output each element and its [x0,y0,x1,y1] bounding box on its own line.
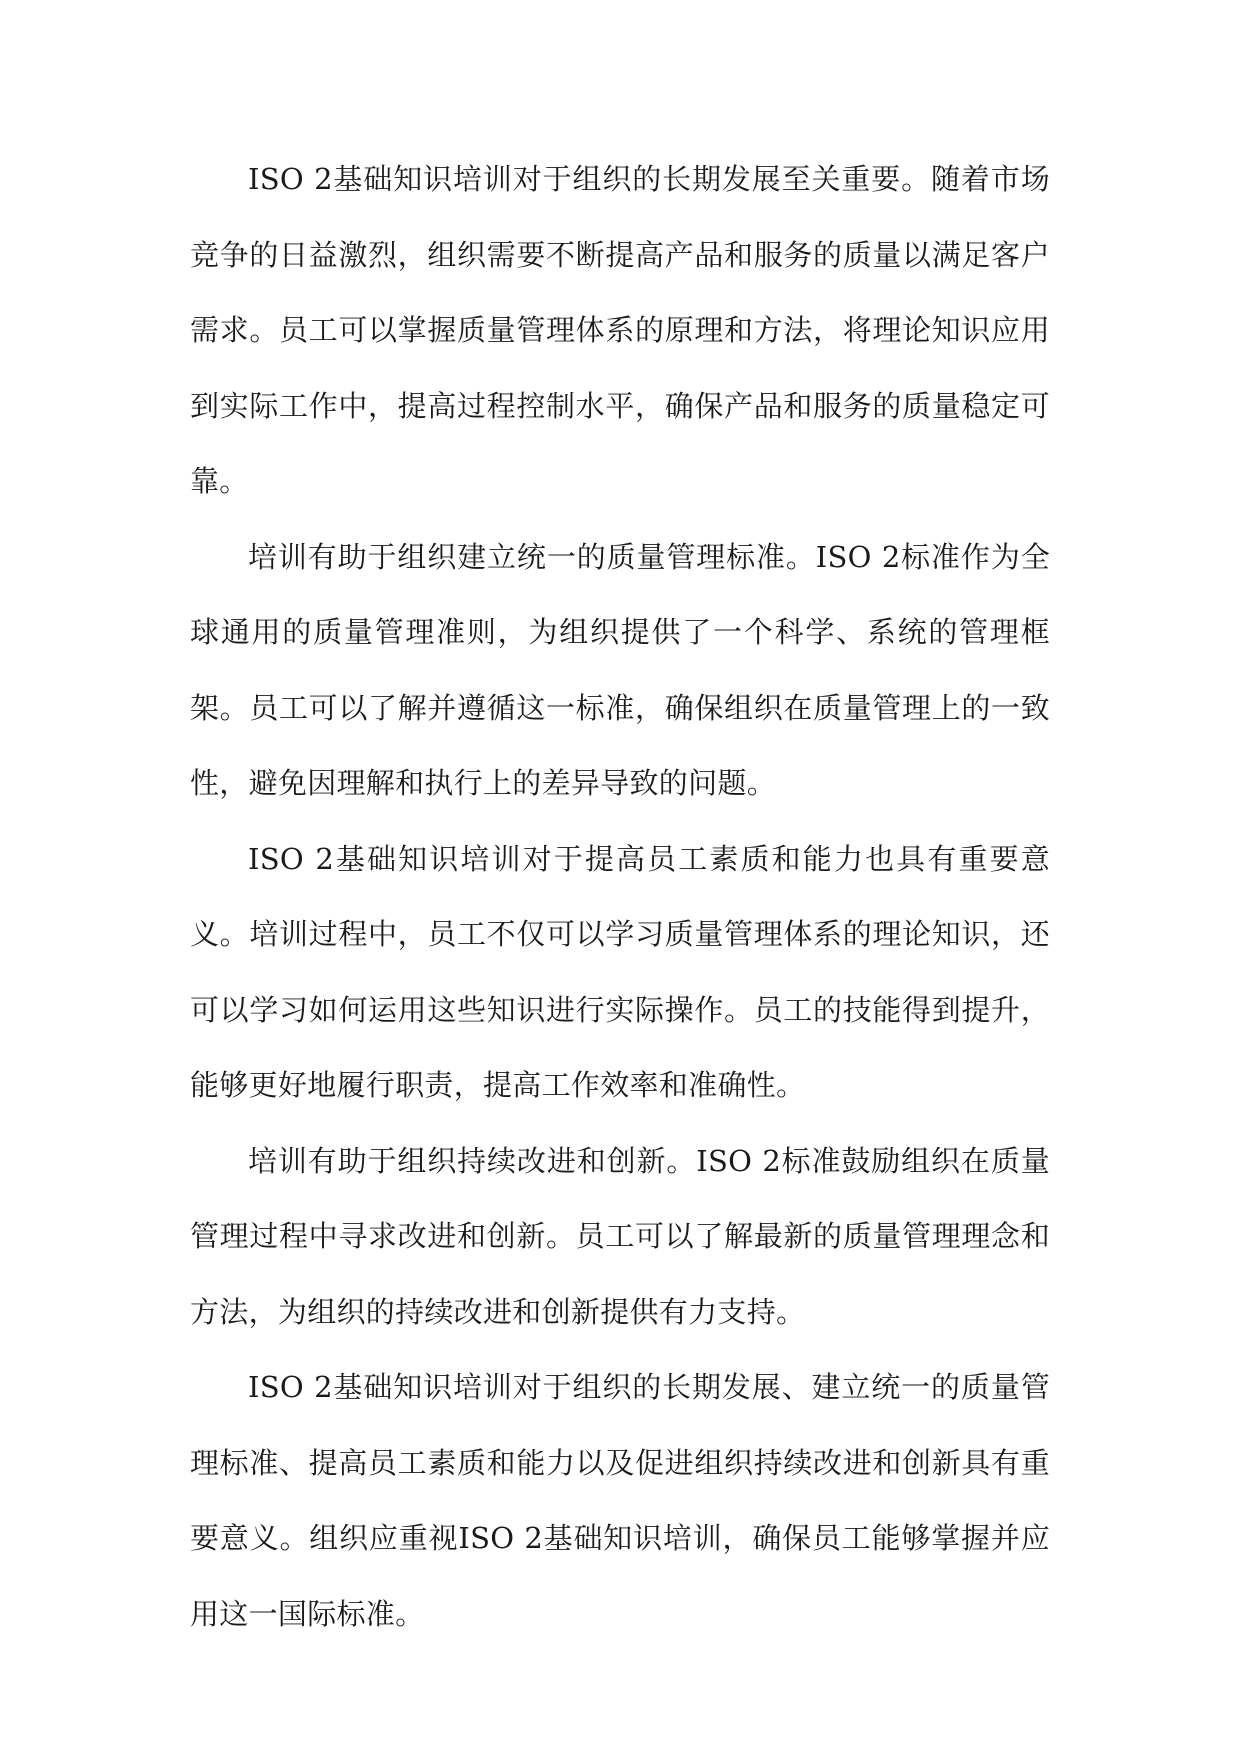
document-body [190,142,1050,1652]
paragraph-3: ISO 2基础知识培训对于提高员工素质和能力也具有重要意义。培训过程中，员工不仅可以学习质量管理体系的理论知识，还可以学习如何运用这些知识进行实际操作。员工的技能得到提升，能够更好地履行职责，提高工作效率和准确性。 [190,841,1050,1102]
paragraph-1: ISO 2基础知识培训对于组织的长期发展至关重要。随着市场竞争的日益激烈，组织需要不断提高产品和服务的质量以满足客户需求。员工可以掌握质量管理体系的原理和方法，将理论知识应用到实际工作中，提高过程控制水平，确保产品和服务的质量稳定可靠。 [190,162,1050,498]
paragraph-5: ISO 2基础知识培训对于组织的长期发展、建立统一的质量管理标准、提高员工素质和能力以及促进组织持续改进和创新具有重要意义。组织应重视ISO 2基础知识培训，确保员工能够掌握并应用这一国际标准。 [190,1370,1050,1631]
paragraph-4: 培训有助于组织持续改进和创新。ISO 2标准鼓励组织在质量管理过程中寻求改进和创新。员工可以了解最新的质量管理理念和方法，为组织的持续改进和创新提供有力支持。 [190,1143,1050,1329]
paragraph-2: 培训有助于组织建立统一的质量管理标准。ISO 2标准作为全球通用的质量管理准则，为组织提供了一个科学、系统的管理框架。员工可以了解并遵循这一标准，确保组织在质量管理上的一致性，避免因理解和执行上的差异导致的问题。 [190,539,1050,800]
